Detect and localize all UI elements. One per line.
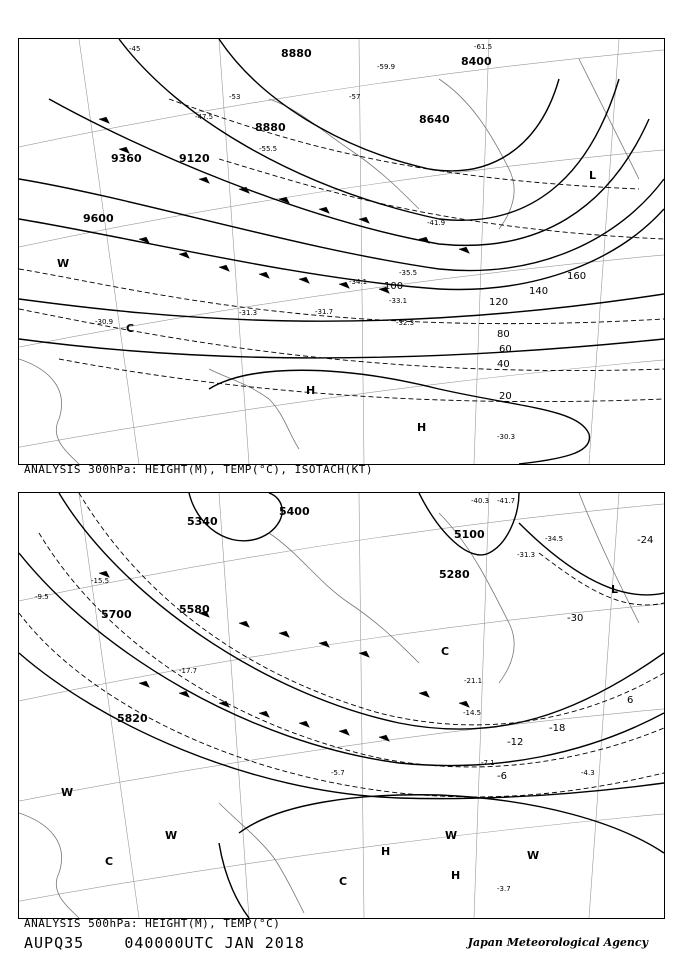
cold-center: C bbox=[441, 645, 450, 658]
height-label: 5280 bbox=[439, 568, 470, 581]
temp-contour-label: -18 bbox=[549, 723, 566, 734]
warm-center: W bbox=[61, 786, 74, 799]
temp-contour-label: -12 bbox=[507, 737, 524, 748]
height-label: 8880 bbox=[255, 121, 286, 134]
isotach-label: 60 bbox=[499, 344, 512, 355]
pressure-centers bbox=[61, 583, 618, 888]
temp-value: -34.5 bbox=[545, 535, 564, 543]
map-panel-300hpa bbox=[18, 38, 665, 465]
height-label: 5100 bbox=[454, 528, 485, 541]
panel-caption-500hpa: ANALYSIS 500hPa: HEIGHT(M), TEMP(°C) bbox=[24, 917, 281, 930]
temp-value: -40.3 bbox=[471, 497, 490, 505]
temperature-samples bbox=[95, 43, 515, 441]
temp-value: -57 bbox=[349, 93, 361, 101]
temp-contour-label: -30 bbox=[567, 613, 584, 624]
low-center: L bbox=[611, 583, 619, 596]
isotach-label: 100 bbox=[384, 281, 404, 292]
high-center: H bbox=[381, 845, 391, 858]
cold-center: C bbox=[339, 875, 348, 888]
isotach-labels bbox=[384, 271, 586, 402]
temp-value: -31.3 bbox=[239, 309, 258, 317]
height-label: 8640 bbox=[419, 113, 450, 126]
wind-barbs bbox=[99, 117, 469, 293]
temp-contour-labels bbox=[497, 535, 653, 782]
temp-value: -15.5 bbox=[91, 577, 110, 585]
temp-value: -32.3 bbox=[396, 319, 415, 327]
isotach-label: 120 bbox=[489, 297, 509, 308]
height-label: 5400 bbox=[279, 505, 310, 518]
height-labels bbox=[101, 505, 485, 725]
isotach-label: 140 bbox=[529, 286, 549, 297]
coastlines bbox=[19, 59, 639, 464]
height-label: 5820 bbox=[117, 712, 148, 725]
height-label: 9360 bbox=[111, 152, 142, 165]
warm-center: W bbox=[165, 829, 178, 842]
chart-identifier bbox=[24, 934, 305, 952]
temp-value: -47.5 bbox=[195, 113, 214, 121]
temp-value: -34.1 bbox=[349, 278, 368, 286]
warm-center: W bbox=[527, 849, 540, 862]
temp-value: -14.5 bbox=[463, 709, 482, 717]
temp-value: -55.5 bbox=[259, 145, 278, 153]
height-label: 8400 bbox=[461, 55, 492, 68]
chart-code: AUPQ35 bbox=[24, 934, 85, 952]
high-center: H bbox=[417, 421, 427, 434]
temperature-samples bbox=[35, 497, 595, 893]
temp-value: -35.5 bbox=[399, 269, 418, 277]
temp-value: -41.9 bbox=[427, 219, 446, 227]
height-label: 5700 bbox=[101, 608, 132, 621]
isotach-label: 20 bbox=[499, 391, 512, 402]
warm-center: W bbox=[57, 257, 70, 270]
valid-time: 040000UTC JAN 2018 bbox=[124, 934, 305, 952]
high-center: H bbox=[306, 384, 316, 397]
warm-center: W bbox=[445, 829, 458, 842]
low-center: L bbox=[589, 169, 597, 182]
temp-contour-label: 6 bbox=[627, 695, 634, 706]
temp-value: -31.3 bbox=[517, 551, 536, 559]
temp-contour-label: -24 bbox=[637, 535, 654, 546]
temp-value: -5.7 bbox=[331, 769, 345, 777]
height-label: 9120 bbox=[179, 152, 210, 165]
temp-value: -9.5 bbox=[35, 593, 49, 601]
temp-value: -61.5 bbox=[474, 43, 493, 51]
temp-value: -4.3 bbox=[581, 769, 595, 777]
wind-barbs bbox=[99, 571, 469, 741]
temp-value: -3.7 bbox=[497, 885, 511, 893]
isotach-label: 40 bbox=[497, 359, 510, 370]
height-label: 5340 bbox=[187, 515, 218, 528]
height-contours bbox=[19, 493, 664, 918]
temp-value: -31.7 bbox=[315, 308, 334, 316]
temp-value: -21.1 bbox=[464, 677, 483, 685]
temp-value: -59.9 bbox=[377, 63, 396, 71]
isotach-lines bbox=[19, 99, 664, 402]
temp-value: -33.1 bbox=[389, 297, 408, 305]
temp-value: -30.9 bbox=[95, 318, 114, 326]
temp-value: -53 bbox=[229, 93, 241, 101]
temp-value: -17.7 bbox=[179, 667, 198, 675]
map-500hpa-canvas bbox=[19, 493, 664, 918]
isotach-label: 80 bbox=[497, 329, 510, 340]
map-panel-500hpa bbox=[18, 492, 665, 919]
cold-center: C bbox=[105, 855, 114, 868]
panel-caption-300hpa: ANALYSIS 300hPa: HEIGHT(M), TEMP(°C), ISOTACH(KT) bbox=[24, 463, 374, 476]
agency-name: Japan Meteorological Agency bbox=[467, 936, 648, 949]
height-label: 9600 bbox=[83, 212, 114, 225]
cold-center: C bbox=[126, 322, 135, 335]
isotach-label: 160 bbox=[567, 271, 587, 282]
height-label: 5580 bbox=[179, 603, 210, 616]
temp-value: -30.3 bbox=[497, 433, 516, 441]
height-labels bbox=[83, 47, 492, 225]
high-center: H bbox=[451, 869, 461, 882]
temp-contour-label: -6 bbox=[497, 771, 507, 782]
temp-value: -45 bbox=[129, 45, 141, 53]
temp-value: -41.7 bbox=[497, 497, 516, 505]
graticule bbox=[19, 493, 664, 918]
temp-value: -7.1 bbox=[481, 759, 495, 767]
height-contours bbox=[19, 39, 664, 464]
map-300hpa-canvas bbox=[19, 39, 664, 464]
height-label: 8880 bbox=[281, 47, 312, 60]
